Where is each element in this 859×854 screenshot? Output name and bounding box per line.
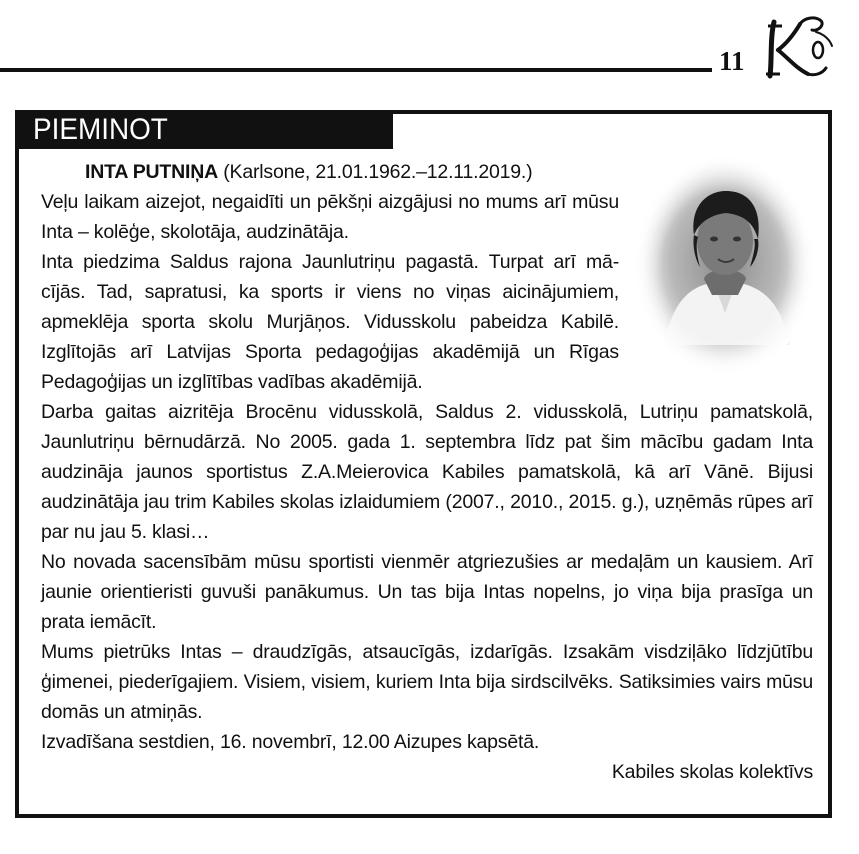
paragraph-biography: Inta piedzima Saldus rajona Jaunlutriņu pagastā. Turpat arī mā-cījās. Tad, sapratusi, ka sports ir viens no viņas aicinājumiem, apmeklēja sporta skolu Murjāņos. Vidusskolu pabeidza Kabilē. Izglītojās arī Latvijas Sporta pedagoģijas akadēmijā un Rīgas Pedagoģijas un izglītības vadības akadēmijā. [41, 251, 619, 393]
deceased-dates: (Karlsone, 21.01.1962.–12.11.2019.) [218, 161, 533, 183]
paragraph-condolences: Mums pietrūks Intas – draudzīgās, atsaucīgās, izdarīgās. Izsakām visdziļāko līdzjūtību ģimenei, piederīgajiem. Visiem, visiem, kuriem Inta bija sirdscilvēks. Satiksimies vairs mūsu domās un atmiņās. [41, 641, 813, 723]
obituary-heading-line [41, 157, 663, 187]
signature: Kabiles skolas kolektīvs [611, 761, 813, 783]
page-number: 11 [719, 46, 745, 76]
section-title: PIEMINOT [33, 113, 168, 146]
paragraph-achievements: No novada sacensībām mūsu sportisti vienmēr atgriezušies ar medaļām un kausiem. Arī jaunie orientieristi guvuši panākumus. Un tas bija Intas nopelns, jo viņa bija prasīga un prata iemācīt. [41, 551, 813, 633]
newspaper-logo-icon [760, 14, 835, 80]
paragraph-career: Darba gaitas aizritēja Brocēnu vidusskolā, Saldus 2. vidusskolā, Lutriņu pamatskolā, Jaunlutriņu bērnudārzā. No 2005. gada 1. septembra līdz pat šim mācību gadam Inta audzināja jaunos sportistus Z.A.Meierovica Kabiles pamatskolā, kā arī Vānē. Bijusi audzinātāja jau trim Kabiles skolas izlaidumiem (2007., 2010., 2015. g.), uzņēmās rūpes arī par nu jau 5. klasi… [41, 401, 813, 543]
header-rule [0, 68, 712, 72]
paragraph-intro: Veļu laikam aizejot, negaidīti un pēkšņi aizgājusi no mums arī mūsu Inta – kolēģe, skolotāja, audzinātāja. [41, 191, 619, 243]
obituary-article [41, 157, 813, 787]
deceased-name: INTA PUTNIŅA [85, 161, 219, 183]
paragraph-funeral: Izvadīšana sestdien, 16. novembrī, 12.00 Aizupes kapsētā. [41, 731, 540, 753]
